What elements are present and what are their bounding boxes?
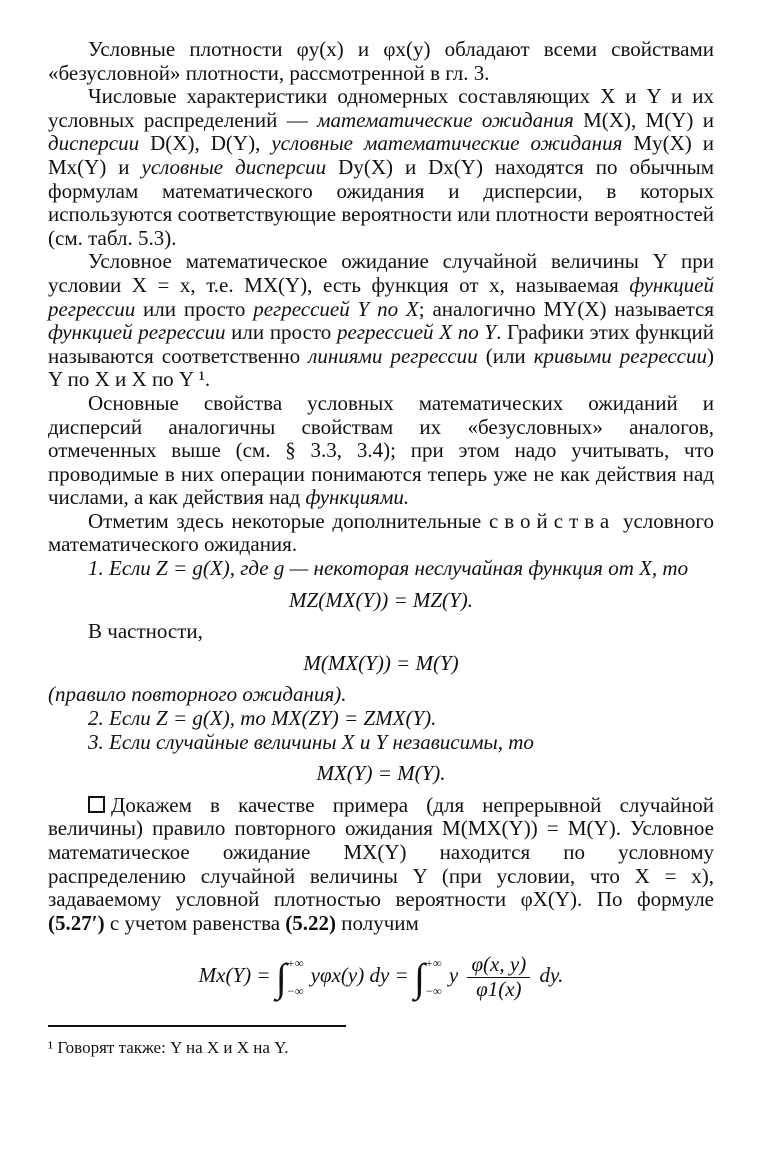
equation-2: M(MX(Y)) = M(Y) [303,650,459,675]
equation-3: MX(Y) = M(Y). [316,761,446,786]
equation-1: MZ(MX(Y)) = MZ(Y). [289,587,473,612]
integral-sign-icon: ∫ [275,954,287,1000]
integral-sign-icon-2: ∫ [413,954,425,1000]
paragraph-regression: Условное математическое ожидание случайной величины Y при условии X = x, т.е. MX(Y), есть функция от x, называемая функцией регрессии или просто регрессией Y по X; аналогично MY(X) называется функцией регрессии или просто регрессией X по Y. Графики этих функций называются соответственно линиями регрессии (или кривыми регрессии) Y по X и X по Y ¹. [48,249,715,392]
rule-name: (правило повторного ожидания). [48,682,347,707]
property-2: 2. Если Z = g(X), то MX(ZY) = ZMX(Y). [88,706,437,731]
proof-start-square-icon [88,796,105,813]
paragraph-conditional-densities: Условные плотности φy(x) и φx(y) обладают всеми свойствами «безусловной» плотности, рассмотренной в гл. 3. [48,37,714,85]
final-equation: Mx(Y) = ∫ +∞ −∞ yφx(y) dy = ∫ +∞ −∞ y $\frac{\varphi(x, y)}{\varphi 1(x)}$ dy. [48,949,714,1005]
paragraph-proof: Докажем в качестве примера (для непрерывной случайной величины) правило повторного ожидания M(MX(Y)) = M(Y). Условное математическое ожидание MX(Y) находится по условному распределению случайной величины Y (при условии, что X = x), задаваемому условной плотностью вероятности φX(Y). По формуле (5.27′) с учетом равенства (5.22) получим [48,792,714,935]
property-1: 1. Если Z = g(X), где g — некоторая неслучайная функция от X, то [88,556,689,581]
paragraph-additional-properties: Отметим здесь некоторые дополнительные свойства условного математического ожидания. [48,508,714,557]
fraction: $\frac{\varphi(x, y)}{\varphi 1(x)}$ [467,953,530,1001]
integral-limits: +∞ −∞ [286,956,304,999]
integral-limits-2: +∞ −∞ [424,956,442,999]
in-particular-label: В частности, [88,619,203,644]
footnote: ¹ Говорят также: Y на X и X на Y. [48,1038,289,1057]
property-3: 3. Если случайные величины X и Y независимы, то [88,729,534,754]
paragraph-properties: Основные свойства условных математических ожиданий и дисперсий аналогичны свойствам их «безусловных» аналогов, отмеченных выше (см. § 3.3, 3.4); при этом надо учитывать, что проводимые в них операции понимаются теперь уже не как действия над числами, а как действия над функциями. [48,390,714,510]
paragraph-numerical-characteristics: Числовые характеристики одномерных составляющих X и Y и их условных распределений — математические ожидания M(X), M(Y) и дисперсии D(X), D(Y), условные математические ожидания My(X) и Mx(Y) и условные дисперсии Dy(X) и Dx(Y) находятся по обычным формулам математического ожидания и дисперсии, в которых используются соответствующие вероятности или плотности вероятностей (см. табл. 5.3). [48,84,715,250]
page-body [48,38,714,1013]
footnote-rule [48,1025,346,1027]
